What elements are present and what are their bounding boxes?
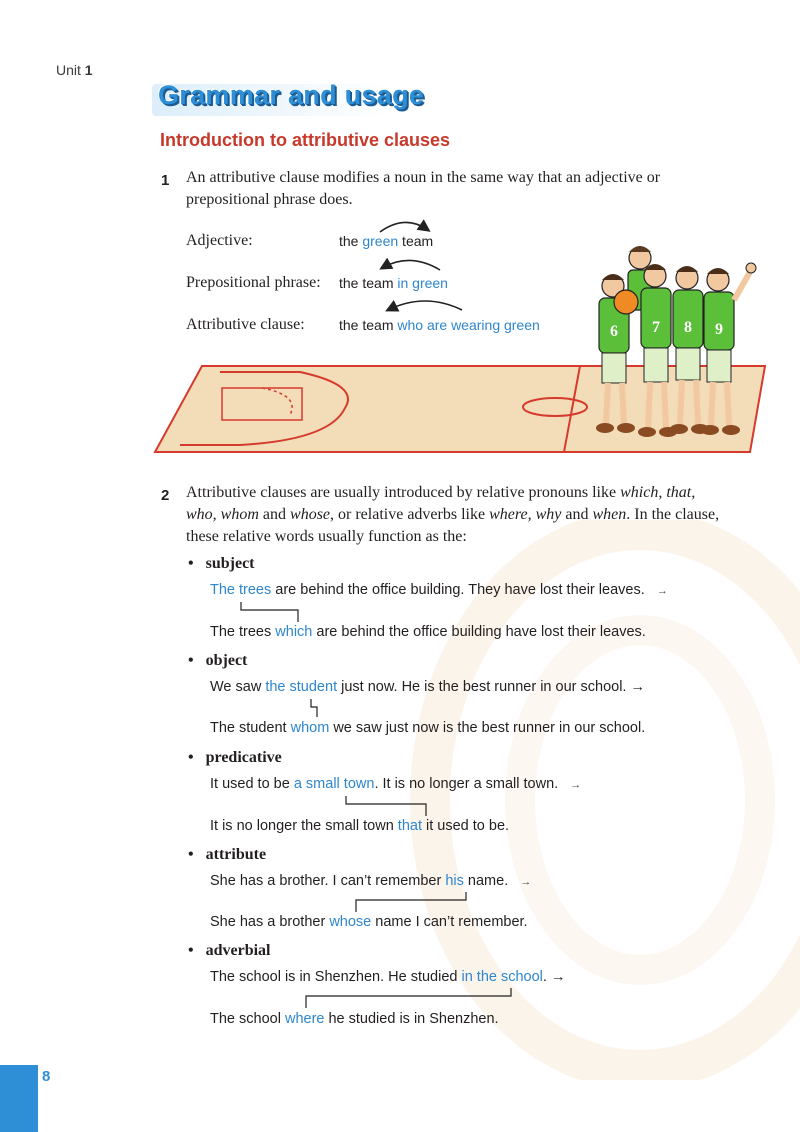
example-label: Attributive clause: — [186, 316, 305, 333]
bullet-heading: • predicative — [188, 749, 282, 766]
jersey-number: 7 — [652, 319, 660, 336]
example-phrase: the team who are wearing green — [339, 317, 540, 333]
example-label: Prepositional phrase: — [186, 274, 321, 291]
connector-line — [350, 890, 475, 916]
section-1-number: 1 — [161, 172, 170, 189]
page-number: 8 — [42, 1068, 51, 1085]
section-subtitle: Introduction to attributive clauses — [160, 130, 451, 150]
unit-label: Unit 1 — [56, 62, 93, 78]
example-sentence: She has a brother. I can’t remember his name. → — [210, 873, 532, 889]
combined-sentence: The trees which are behind the office building have lost their leaves. — [210, 624, 646, 640]
section-2-text: Attributive clauses are usually introduced by relative pronouns like which, that, who, whom and whose, or relative adverbs like where, why and when. In the clause, these relative words usually function as the: — [186, 484, 720, 545]
combined-sentence: The student whom we saw just now is the best runner in our school. — [210, 720, 646, 736]
connector-line — [235, 600, 305, 624]
example-phrase: the green team — [339, 233, 434, 249]
bullet-heading: • attribute — [188, 846, 267, 863]
page-tab-marker — [0, 1065, 38, 1132]
connector-line — [340, 794, 435, 818]
page-title: Grammar and usage — [158, 80, 425, 110]
bullet-heading: • subject — [188, 555, 255, 572]
connector-line — [300, 986, 520, 1012]
combined-sentence: It is no longer the small town that it used to be. — [210, 818, 510, 834]
example-sentence: It used to be a small town. It is no longer a small town. → — [210, 776, 582, 792]
bullet-heading: • object — [188, 652, 248, 669]
combined-sentence: She has a brother whose name I can’t remember. — [210, 914, 528, 930]
combined-sentence: The school where he studied is in Shenzhen. — [210, 1011, 499, 1027]
jersey-number: 6 — [610, 323, 618, 340]
section-1-text: An attributive clause modifies a noun in the same way that an adjective or prepositional phrase does. — [186, 169, 661, 208]
connector-line — [305, 697, 325, 721]
example-label: Adjective: — [186, 232, 253, 249]
example-sentence: The trees are behind the office building. They have lost their leaves. → — [210, 582, 668, 598]
movement-arrows — [360, 212, 480, 320]
section-2-number: 2 — [161, 487, 170, 504]
example-phrase: the team in green — [339, 275, 448, 291]
jersey-number: 8 — [684, 319, 692, 336]
bullet-heading: • adverbial — [188, 942, 271, 959]
jersey-number: 9 — [715, 321, 723, 338]
example-sentence: The school is in Shenzhen. He studied in the school. → — [210, 969, 566, 985]
example-sentence: We saw the student just now. He is the best runner in our school. → — [210, 679, 645, 695]
